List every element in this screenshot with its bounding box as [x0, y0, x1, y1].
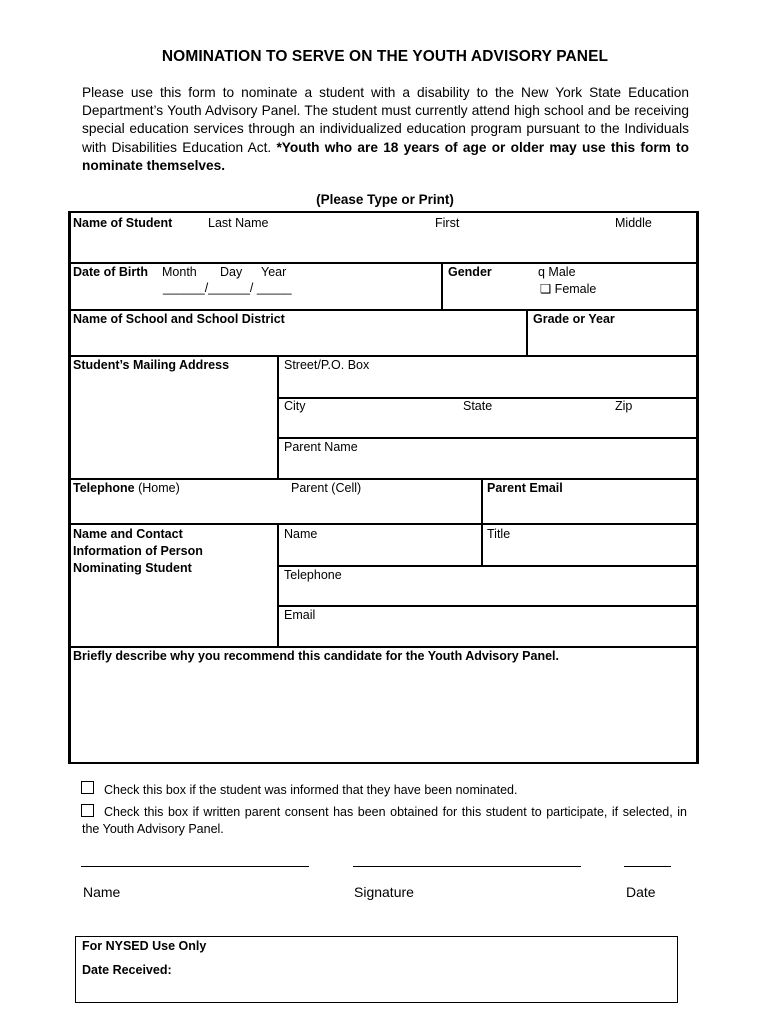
date-signature-line[interactable] — [624, 866, 671, 867]
name-caption: Name — [83, 884, 121, 900]
intro-text: Please use this form to nominate a student with a disability to the New York State Education Department’s Youth Advisory Panel. The student must currently attend high school and be receiving special education services through an individualized education program pursuant to the Individuals with Disabilities Education Act. — [82, 85, 689, 155]
col-divider — [526, 309, 528, 357]
row-divider — [278, 565, 697, 567]
row-divider — [278, 605, 697, 607]
home-label: (Home) — [138, 481, 180, 495]
please-type-note: (Please Type or Print) — [316, 192, 454, 207]
col-divider — [441, 262, 443, 311]
row-divider — [71, 309, 697, 311]
nominator-name-label: Name — [284, 527, 318, 541]
male-option[interactable]: q Male — [538, 265, 576, 279]
nominator-email-label: Email — [284, 608, 316, 622]
informed-check-label: Check this box if the student was informed that they have been nominated. — [104, 783, 518, 797]
school-label: Name of School and School District — [73, 312, 285, 326]
dob-blanks[interactable]: ______/______/ _____ — [163, 281, 292, 295]
nominator-label-line1: Name and Contact — [73, 527, 183, 541]
row-divider — [71, 262, 697, 264]
row-divider — [71, 355, 697, 357]
row-divider — [71, 523, 697, 525]
parent-name-label: Parent Name — [284, 440, 358, 454]
city-label: City — [284, 399, 306, 413]
nysed-heading: For NYSED Use Only — [82, 939, 207, 953]
signature-caption: Signature — [354, 884, 414, 900]
first-name-label: First — [435, 216, 460, 230]
zip-label: Zip — [615, 399, 633, 413]
month-label: Month — [162, 265, 197, 279]
telephone-label: Telephone — [73, 481, 135, 495]
gender-label: Gender — [448, 265, 492, 279]
informed-checkbox[interactable] — [81, 781, 94, 794]
female-option[interactable]: ❑ Female — [540, 282, 597, 296]
signature-line[interactable] — [353, 866, 581, 867]
intro-bold-note: *Youth who are 18 years of age or older may use this form to nominate themselves. — [82, 139, 689, 173]
name-of-student-label: Name of Student — [73, 216, 173, 230]
describe-label: Briefly describe why you recommend this candidate for the Youth Advisory Panel. — [73, 649, 559, 663]
nysed-use-box — [75, 936, 678, 1003]
nominator-label-line2: Information of Person — [73, 544, 203, 558]
consent-check-label: Check this box if written parent consent has been obtained for this student to participate, if selected, in the Youth Advisory Panel. — [82, 805, 687, 836]
row-divider — [278, 437, 697, 439]
parent-cell-label: Parent (Cell) — [291, 481, 362, 495]
col-divider — [277, 355, 279, 480]
row-divider — [71, 478, 697, 480]
name-signature-line[interactable] — [81, 866, 309, 867]
col-divider — [481, 478, 483, 567]
date-caption: Date — [626, 884, 656, 900]
state-label: State — [463, 399, 493, 413]
mailing-address-label: Student’s Mailing Address — [73, 358, 230, 372]
last-name-label: Last Name — [208, 216, 269, 230]
year-label: Year — [261, 265, 287, 279]
street-label: Street/P.O. Box — [284, 358, 370, 372]
intro-paragraph — [82, 84, 689, 175]
nominator-title-label: Title — [487, 527, 511, 541]
nominator-telephone-label: Telephone — [284, 568, 342, 582]
middle-name-label: Middle — [615, 216, 652, 230]
nominator-label-line3: Nominating Student — [73, 561, 192, 575]
grade-label: Grade or Year — [533, 312, 615, 326]
row-divider — [71, 646, 697, 648]
form-title: NOMINATION TO SERVE ON THE YOUTH ADVISORY PANEL — [161, 48, 609, 65]
day-label: Day — [220, 265, 243, 279]
date-of-birth-label: Date of Birth — [73, 265, 148, 279]
col-divider — [277, 523, 279, 648]
date-received-label: Date Received: — [82, 963, 172, 977]
telephone-home-label — [73, 481, 180, 495]
nomination-form — [68, 211, 699, 764]
parent-email-label: Parent Email — [487, 481, 563, 495]
